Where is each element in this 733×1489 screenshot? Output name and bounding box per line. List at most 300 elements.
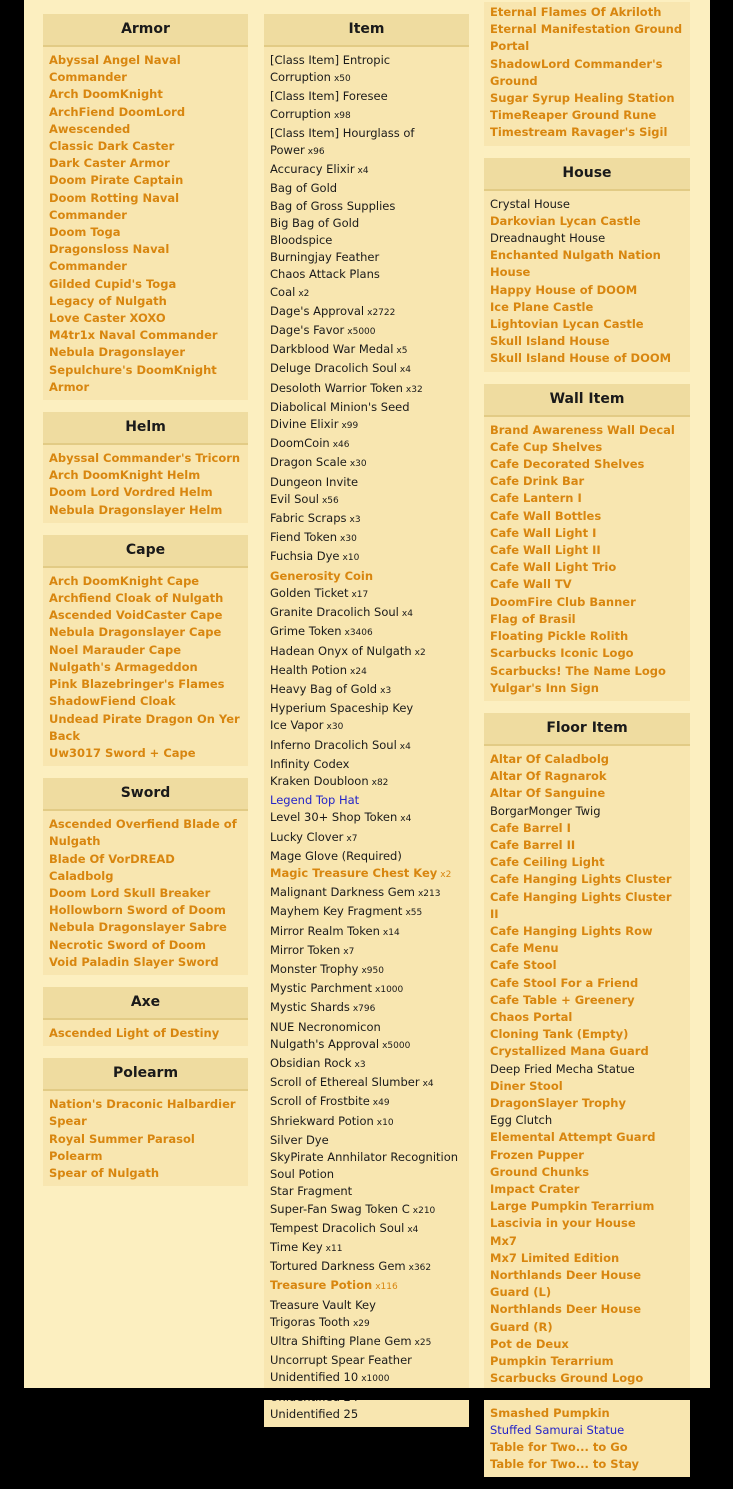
item-divine-elixir[interactable]: [270, 416, 463, 435]
item-infinity-codex[interactable]: [270, 756, 463, 773]
item-name: Mystic Shards: [270, 1000, 350, 1015]
item-dragonslayer-trophy[interactable]: [490, 1095, 684, 1112]
item-desoloth-warrior-token[interactable]: [270, 380, 463, 399]
section-ground-continued: [484, 2, 690, 146]
item-name: Caladbolg: [49, 868, 114, 883]
item-class-item-entropic-corruption[interactable]: [270, 52, 463, 88]
item-name: Fiend Token: [270, 530, 338, 545]
item-skull-island-house[interactable]: [490, 333, 684, 350]
item-quantity: x796: [352, 1004, 376, 1015]
inventory-page: [24, 0, 710, 1472]
item-scarbucks-the-name-logo[interactable]: [490, 663, 684, 680]
item-hollowborn-sword-of-doom[interactable]: [49, 902, 242, 919]
item-name: Accuracy Elixir: [270, 162, 355, 177]
item-name: Cafe Table + Greenery: [490, 992, 635, 1007]
item-name: Cafe Wall Bottles: [490, 508, 602, 523]
item-name: Doom Pirate Captain: [49, 173, 184, 188]
item-nulgath-s-approval[interactable]: [270, 1036, 463, 1055]
item-ascended-voidcaster-cape[interactable]: [49, 607, 242, 624]
item-uw3017-sword-cape[interactable]: [49, 745, 242, 762]
item-quantity: x98: [333, 110, 351, 121]
item-list: [43, 450, 248, 519]
item-ice-vapor[interactable]: [270, 717, 463, 736]
column-middle: [264, 14, 469, 1439]
item-uncorrupt-spear-feather[interactable]: [270, 1352, 463, 1369]
item-tortured-darkness-gem[interactable]: [270, 1258, 463, 1277]
item-quantity: x4: [400, 814, 412, 825]
item-dage-s-approval[interactable]: [270, 303, 463, 322]
item-obsidian-rock[interactable]: [270, 1055, 463, 1074]
item-noel-marauder-cape[interactable]: [49, 642, 242, 659]
item-chaos-portal[interactable]: [490, 1009, 684, 1026]
item-nebula-dragonslayer-sabre[interactable]: [49, 919, 242, 936]
item-mage-glove-required[interactable]: [270, 848, 463, 865]
item-sugar-syrup-healing-station[interactable]: [490, 90, 684, 107]
item-doom-lord-vordred-helm[interactable]: [49, 484, 242, 501]
item-name: Treasure Potion: [270, 1278, 373, 1293]
item-scroll-of-ethereal-slumber[interactable]: [270, 1074, 463, 1093]
item-dungeon-invite[interactable]: [270, 474, 463, 491]
item-cafe-drink-bar[interactable]: [490, 473, 684, 490]
item-smashed-pumpkin[interactable]: [490, 1405, 684, 1422]
item-malignant-darkness-gem[interactable]: [270, 884, 463, 903]
item-quantity: x96: [307, 147, 325, 158]
item-name: Sepulchure's DoomKnight Armor: [49, 362, 217, 394]
item-caladbolg[interactable]: [49, 868, 242, 885]
item-necrotic-sword-of-doom[interactable]: [49, 937, 242, 954]
item-name: Classic Dark Caster: [49, 139, 175, 154]
item-name: Coal: [270, 284, 296, 299]
item-arch-doomknight[interactable]: [49, 86, 242, 103]
item-quantity: x4: [399, 365, 411, 376]
item-name: Bag of Gross Supplies: [270, 198, 396, 213]
item-class-item-hourglass-of-power[interactable]: [270, 125, 463, 161]
item-inferno-dracolich-soul[interactable]: [270, 737, 463, 756]
item-legacy-of-nulgath[interactable]: [49, 293, 242, 310]
item-tempest-dracolich-soul[interactable]: [270, 1220, 463, 1239]
item-large-pumpkin-terarrium[interactable]: [490, 1198, 684, 1215]
item-name: Northlands Deer House Guard (R): [490, 1302, 642, 1334]
item-name: Chaos Attack Plans: [270, 267, 380, 282]
item-timereaper-ground-rune[interactable]: [490, 107, 684, 124]
item-name: Sugar Syrup Healing Station: [490, 91, 675, 106]
item-eternal-manifestation-ground-portal[interactable]: [490, 21, 684, 55]
item-name: Dragonsloss Naval Commander: [49, 242, 170, 274]
item-name: Eternal Manifestation Ground Portal: [490, 22, 683, 54]
item-treasure-vault-key[interactable]: [270, 1297, 463, 1314]
item-evil-soul[interactable]: [270, 491, 463, 510]
item-name: [Class Item] Hourglass of Power: [270, 125, 415, 158]
item-abyssal-commander-s-tricorn[interactable]: [49, 450, 242, 467]
item-quantity: x10: [342, 553, 360, 564]
item-doomcoin[interactable]: [270, 435, 463, 454]
item-ultra-shifting-plane-gem[interactable]: [270, 1333, 463, 1352]
item-name: Cafe Barrel II: [490, 837, 576, 852]
item-magic-treasure-chest-key[interactable]: [270, 865, 463, 884]
section-armor: [43, 14, 248, 400]
item-cafe-hanging-lights-cluster[interactable]: [490, 871, 684, 888]
item-scarbucks-ground-logo[interactable]: [490, 1370, 684, 1387]
item-quantity: x4: [422, 1079, 434, 1090]
item-name: Heavy Bag of Gold: [270, 681, 378, 696]
item-name: Pot de Deux: [490, 1336, 569, 1351]
item-northlands-deer-house-guard-r[interactable]: [490, 1301, 684, 1335]
item-quantity: x4: [399, 741, 411, 752]
item-name: Unidentified 10: [270, 1370, 359, 1385]
item-name: [Class Item] Foresee Corruption: [270, 89, 388, 121]
item-name: Golden Ticket: [270, 585, 349, 600]
item-list: [43, 573, 248, 762]
item-table-for-two-to-stay[interactable]: [490, 1456, 684, 1473]
item-class-item-foresee-corruption[interactable]: [270, 88, 463, 124]
item-void-paladin-slayer-sword[interactable]: [49, 954, 242, 971]
item-name: Legacy of Nulgath: [49, 293, 167, 308]
item-name: Generosity Coin: [270, 568, 374, 583]
item-classic-dark-caster[interactable]: [49, 138, 242, 155]
item-name: Dark Caster Armor: [49, 156, 170, 171]
item-altar-of-ragnarok[interactable]: [490, 768, 684, 785]
item-arch-doomknight-helm[interactable]: [49, 467, 242, 484]
item-name: Ascended Light of Destiny: [49, 1025, 220, 1040]
item-quantity: x213: [417, 889, 441, 900]
item-quantity: x7: [343, 946, 355, 957]
item-name: Uw3017 Sword + Cape: [49, 745, 196, 760]
item-diner-stool[interactable]: [490, 1078, 684, 1095]
section-header: Sword: [43, 778, 248, 811]
item-cloning-tank-empty[interactable]: [490, 1026, 684, 1043]
item-list: [484, 751, 690, 1474]
item-archfiend-doomlord[interactable]: [49, 104, 242, 121]
item-flag-of-brasil[interactable]: [490, 611, 684, 628]
item-name: Stuffed Samurai Statue: [490, 1422, 625, 1437]
item-name: Scroll of Ethereal Slumber: [270, 1075, 420, 1090]
item-trigoras-tooth[interactable]: [270, 1314, 463, 1333]
item-mx7-limited-edition[interactable]: [490, 1250, 684, 1267]
item-dage-s-favor[interactable]: [270, 322, 463, 341]
item-kraken-doubloon[interactable]: [270, 773, 463, 792]
item-elemental-attempt-guard[interactable]: [490, 1129, 684, 1146]
item-name: Elemental Attempt Guard: [490, 1130, 656, 1145]
item-monster-trophy[interactable]: [270, 961, 463, 980]
item-mirror-token[interactable]: [270, 942, 463, 961]
item-crystal-house[interactable]: [490, 196, 684, 213]
item-doom-lord-skull-breaker[interactable]: [49, 885, 242, 902]
item-name: Granite Dracolich Soul: [270, 605, 399, 620]
item-level-30-shop-token[interactable]: [270, 809, 463, 828]
item-nebula-dragonslayer[interactable]: [49, 344, 242, 361]
item-brand-awareness-wall-decal[interactable]: [490, 422, 684, 439]
item-spear-of-nulgath[interactable]: [49, 1165, 242, 1182]
item-name: DragonSlayer Trophy: [490, 1095, 626, 1110]
item-altar-of-caladbolg[interactable]: [490, 751, 684, 768]
item-happy-house-of-doom[interactable]: [490, 282, 684, 299]
section-axe: [43, 987, 248, 1046]
item-name: Level 30+ Shop Token: [270, 810, 398, 825]
item-archfiend-cloak-of-nulgath[interactable]: [49, 590, 242, 607]
item-name: Nulgath's Approval: [270, 1036, 380, 1051]
item-treasure-potion[interactable]: [270, 1277, 463, 1296]
item-soul-potion[interactable]: [270, 1166, 463, 1183]
item-abyssal-angel-naval-commander[interactable]: [49, 52, 242, 86]
item-diabolical-minion-s-seed[interactable]: [270, 399, 463, 416]
item-name: Uncorrupt Spear Feather: [270, 1353, 412, 1368]
item-name: Happy House of DOOM: [490, 282, 638, 297]
item-egg-clutch[interactable]: [490, 1112, 684, 1129]
item-cafe-hanging-lights-cluster-ii[interactable]: [490, 889, 684, 923]
item-name: Blade Of VorDREAD: [49, 851, 175, 866]
item-name: Nulgath's Armageddon: [49, 659, 198, 674]
item-eternal-flames-of-akriloth[interactable]: [490, 4, 684, 21]
item-undead-pirate-dragon-on-yer-back[interactable]: [49, 711, 242, 745]
item-cafe-hanging-lights-row[interactable]: [490, 923, 684, 940]
item-shadowfiend-cloak[interactable]: [49, 693, 242, 710]
item-bloodspice[interactable]: [270, 232, 463, 249]
item-name: Large Pumpkin Terarrium: [490, 1199, 655, 1214]
item-grime-token[interactable]: [270, 623, 463, 642]
item-cafe-barrel-i[interactable]: [490, 820, 684, 837]
item-name: Skull Island House of DOOM: [490, 351, 672, 366]
item-cafe-wall-light-i[interactable]: [490, 525, 684, 542]
item-frozen-pupper[interactable]: [490, 1147, 684, 1164]
item-bag-of-gold[interactable]: [270, 180, 463, 197]
item-hyperium-spaceship-key[interactable]: [270, 700, 463, 717]
item-name: Altar Of Ragnarok: [490, 769, 607, 784]
item-quantity: x1000: [361, 1374, 390, 1385]
item-list: [43, 1096, 248, 1182]
item-cafe-decorated-shelves[interactable]: [490, 456, 684, 473]
item-deep-fried-mecha-statue[interactable]: [490, 1061, 684, 1078]
item-legend-top-hat[interactable]: [270, 792, 463, 809]
item-enchanted-nulgath-nation-house[interactable]: [490, 247, 684, 281]
item-pot-de-deux[interactable]: [490, 1336, 684, 1353]
item-name: Chaos Portal: [490, 1009, 573, 1024]
item-mx7[interactable]: [490, 1233, 684, 1250]
item-list: [264, 52, 469, 1423]
item-unidentified-10[interactable]: [270, 1369, 463, 1388]
item-shadowlord-commander-s-ground[interactable]: [490, 56, 684, 90]
item-dark-caster-armor[interactable]: [49, 155, 242, 172]
item-nulgath-s-armageddon[interactable]: [49, 659, 242, 676]
item-quantity: x10: [376, 1117, 394, 1128]
item-quantity: x17: [351, 589, 369, 600]
item-name: M4tr1x Naval Commander: [49, 328, 218, 343]
item-name: Legend Top Hat: [270, 793, 360, 808]
item-mirror-realm-token[interactable]: [270, 923, 463, 942]
item-ascended-light-of-destiny[interactable]: [49, 1025, 242, 1042]
item-name: Deluge Dracolich Soul: [270, 361, 397, 376]
item-name: Timestream Ravager's Sigil: [490, 125, 668, 140]
item-big-bag-of-gold[interactable]: [270, 215, 463, 232]
item-skypirate-annhilator-recognition[interactable]: [270, 1149, 463, 1166]
item-timestream-ravager-s-sigil[interactable]: [490, 124, 684, 141]
item-love-caster-xoxo[interactable]: [49, 310, 242, 327]
item-darkblood-war-medal[interactable]: [270, 341, 463, 360]
item-mystic-shards[interactable]: [270, 999, 463, 1018]
item-cafe-stool[interactable]: [490, 957, 684, 974]
item-scarbucks-iconic-logo[interactable]: [490, 645, 684, 662]
item-burningjay-feather[interactable]: [270, 249, 463, 266]
item-name: Smashed Pumpkin: [490, 1405, 610, 1420]
item-scroll-of-frostbite[interactable]: [270, 1093, 463, 1112]
item-pumpkin-terarrium[interactable]: [490, 1353, 684, 1370]
section-header: Axe: [43, 987, 248, 1020]
item-name: Pink Blazebringer's Flames: [49, 677, 225, 692]
item-lucky-clover[interactable]: [270, 829, 463, 848]
item-doom-toga[interactable]: [49, 224, 242, 241]
item-pink-blazebringer-s-flames[interactable]: [49, 676, 242, 693]
section-polearm: [43, 1058, 248, 1186]
item-ground-chunks[interactable]: [490, 1164, 684, 1181]
item-cafe-menu[interactable]: [490, 940, 684, 957]
item-floating-pickle-rolith[interactable]: [490, 628, 684, 645]
item-cafe-wall-tv[interactable]: [490, 576, 684, 593]
item-nebula-dragonslayer-helm[interactable]: [49, 502, 242, 519]
item-name: Altar Of Caladbolg: [490, 751, 609, 766]
item-quantity: x46: [332, 440, 350, 451]
item-fabric-scraps[interactable]: [270, 510, 463, 529]
item-heavy-bag-of-gold[interactable]: [270, 681, 463, 700]
item-quantity: x7: [346, 833, 358, 844]
item-quantity: x5000: [382, 1040, 411, 1051]
item-cafe-cup-shelves[interactable]: [490, 439, 684, 456]
item-darkovian-lycan-castle[interactable]: [490, 213, 684, 230]
item-royal-summer-parasol-polearm[interactable]: [49, 1131, 242, 1165]
item-quantity: x3: [349, 515, 361, 526]
item-name: Love Caster XOXO: [49, 311, 166, 326]
item-name: Scarbucks Ground Logo: [490, 1371, 644, 1386]
item-impact-crater[interactable]: [490, 1181, 684, 1198]
item-bag-of-gross-supplies[interactable]: [270, 198, 463, 215]
item-crystallized-mana-guard[interactable]: [490, 1043, 684, 1060]
item-quantity: x50: [333, 74, 351, 85]
item-cafe-barrel-ii[interactable]: [490, 837, 684, 854]
item-name: Dungeon Invite: [270, 474, 359, 489]
item-doom-rotting-naval-commander[interactable]: [49, 190, 242, 224]
item-name: Obsidian Rock: [270, 1055, 352, 1070]
item-lightovian-lycan-castle[interactable]: [490, 316, 684, 333]
item-name: Ice Plane Castle: [490, 299, 594, 314]
item-name: Cafe Drink Bar: [490, 474, 585, 489]
item-dragon-scale[interactable]: [270, 454, 463, 473]
item-altar-of-sanguine[interactable]: [490, 785, 684, 802]
item-golden-ticket[interactable]: [270, 585, 463, 604]
item-quantity: x99: [341, 421, 359, 432]
item-coal[interactable]: [270, 284, 463, 303]
item-quantity: x82: [371, 777, 389, 788]
item-name: Cafe Wall Light Trio: [490, 560, 617, 575]
item-m4tr1x-naval-commander[interactable]: [49, 327, 242, 344]
item-accuracy-elixir[interactable]: [270, 161, 463, 180]
item-dreadnaught-house[interactable]: [490, 230, 684, 247]
item-ascended-overfiend-blade-of-nulgath[interactable]: [49, 816, 242, 850]
item-name: Mx7: [490, 1233, 517, 1248]
item-nebula-dragonslayer-cape[interactable]: [49, 624, 242, 641]
item-name: [Class Item] Entropic Corruption: [270, 53, 391, 85]
item-name: Infinity Codex: [270, 756, 350, 771]
item-list: [43, 1025, 248, 1042]
item-lascivia-in-your-house[interactable]: [490, 1215, 684, 1232]
item-blade-of-vordread[interactable]: [49, 851, 242, 868]
item-name: Star Fragment: [270, 1184, 353, 1199]
item-name: Malignant Darkness Gem: [270, 885, 415, 900]
item-name: Burningjay Feather: [270, 250, 380, 265]
item-cafe-wall-bottles[interactable]: [490, 508, 684, 525]
item-gilded-cupid-s-toga[interactable]: [49, 276, 242, 293]
item-shriekward-potion[interactable]: [270, 1113, 463, 1132]
item-nation-s-draconic-halbardier-spear[interactable]: [49, 1096, 242, 1130]
item-health-potion[interactable]: [270, 662, 463, 681]
item-name: Shriekward Potion: [270, 1113, 374, 1128]
item-name: Fabric Scraps: [270, 511, 347, 526]
section-sword: [43, 778, 248, 975]
item-deluge-dracolich-soul[interactable]: [270, 360, 463, 379]
item-doomfire-club-banner[interactable]: [490, 594, 684, 611]
item-arch-doomknight-cape[interactable]: [49, 573, 242, 590]
item-cafe-lantern-i[interactable]: [490, 490, 684, 507]
item-table-for-two-to-go[interactable]: [490, 1439, 684, 1456]
item-name: Flag of Brasil: [490, 611, 576, 626]
section-house: [484, 158, 690, 372]
item-northlands-deer-house-guard-l[interactable]: [490, 1267, 684, 1301]
item-dragonsloss-naval-commander[interactable]: [49, 241, 242, 275]
item-nue-necronomicon[interactable]: [270, 1019, 463, 1036]
section-floor-item: [484, 713, 690, 1478]
item-cafe-stool-for-a-friend[interactable]: [490, 975, 684, 992]
item-silver-dye[interactable]: [270, 1132, 463, 1149]
item-name: TimeReaper Ground Rune: [490, 108, 657, 123]
item-quantity: x3: [354, 1059, 366, 1070]
item-yulgar-s-inn-sign[interactable]: [490, 680, 684, 697]
item-name: Nation's Draconic Halbardier Spear: [49, 1097, 236, 1129]
item-cafe-ceiling-light[interactable]: [490, 854, 684, 871]
item-doom-pirate-captain[interactable]: [49, 172, 242, 189]
bottom-border: [0, 1388, 733, 1400]
item-super-fan-swag-token-c[interactable]: [270, 1201, 463, 1220]
item-cafe-wall-light-ii[interactable]: [490, 542, 684, 559]
item-generosity-coin[interactable]: [270, 568, 463, 585]
item-name: Hollowborn Sword of Doom: [49, 903, 226, 918]
item-granite-dracolich-soul[interactable]: [270, 604, 463, 623]
item-ice-plane-castle[interactable]: [490, 299, 684, 316]
item-name: Darkblood War Medal: [270, 342, 394, 357]
item-cafe-wall-light-trio[interactable]: [490, 559, 684, 576]
item-skull-island-house-of-doom[interactable]: [490, 350, 684, 367]
item-fiend-token[interactable]: [270, 529, 463, 548]
item-name: Arch DoomKnight Helm: [49, 468, 201, 483]
item-sepulchure-s-doomknight-armor[interactable]: [49, 362, 242, 396]
item-name: Necrotic Sword of Doom: [49, 937, 207, 952]
item-chaos-attack-plans[interactable]: [270, 266, 463, 283]
section-header: Helm: [43, 412, 248, 445]
item-name: Deep Fried Mecha Statue: [490, 1061, 635, 1076]
item-awescended[interactable]: [49, 121, 242, 138]
item-name: Ultra Shifting Plane Gem: [270, 1334, 412, 1349]
item-unidentified-25[interactable]: [270, 1406, 463, 1423]
item-fuchsia-dye[interactable]: [270, 548, 463, 567]
item-name: Big Bag of Gold: [270, 215, 360, 230]
item-cafe-table-greenery[interactable]: [490, 992, 684, 1009]
item-hadean-onyx-of-nulgath[interactable]: [270, 643, 463, 662]
item-stuffed-samurai-statue[interactable]: [490, 1422, 684, 1439]
item-star-fragment[interactable]: [270, 1183, 463, 1200]
item-time-key[interactable]: [270, 1239, 463, 1258]
item-name: Skull Island House: [490, 334, 610, 349]
item-name: Trigoras Tooth: [270, 1314, 350, 1329]
item-borgarmonger-twig[interactable]: [490, 803, 684, 820]
item-mystic-parchment[interactable]: [270, 980, 463, 999]
item-name: Magic Treasure Chest Key: [270, 865, 438, 880]
item-mayhem-key-fragment[interactable]: [270, 903, 463, 922]
